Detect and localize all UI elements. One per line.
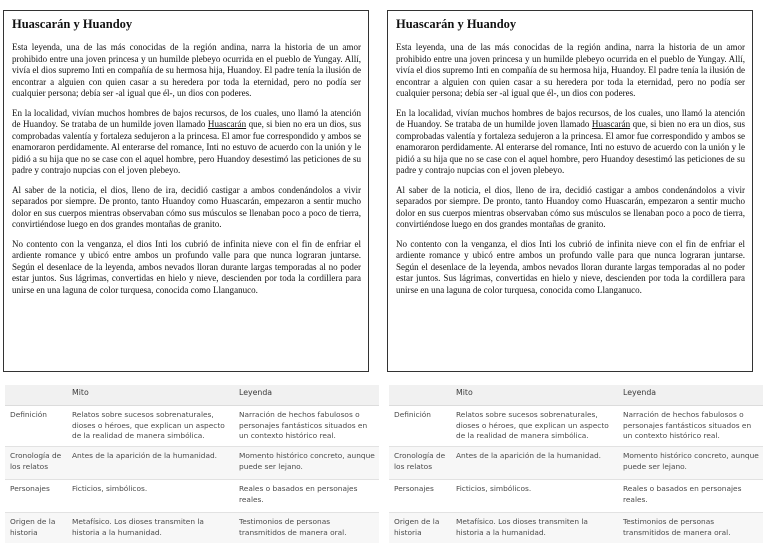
table-row (389, 513, 763, 543)
paragraph-2-rest: que, si bien no era un dios, sus comprobadas valentía y fortaleza sedujeron a la princesa. El amor fue correspondido y ambos se enamoraron perdidamente. Al enterarse del romance, Inti no estuvo de acuerdo con la unión y le pidió a su hija que no se case con el aquel hombre, pero Huandoy desestimó las peticiones de su padre y contrajo nupcias con el joven plebeyo. (12, 119, 361, 175)
paragraph-2 (12, 108, 361, 177)
paragraph-3: Al saber de la noticia, el dios, lleno de ira, decidió castigar a ambos condenándolos a vivir separados por siempre. De pronto, tanto Huandoy como Huascarán, empezaron a sentir mucho dolor en sus cuerpos mientras observaban cómo sus músculos se llenaban poco a poco de tierra, convirtiéndose luego en dos grandes montañas de granito. (12, 184, 361, 229)
row-label: Definición (394, 410, 431, 419)
table-header-leyenda: Leyenda (623, 388, 657, 398)
paragraph-1: Esta leyenda, una de las más conocidas de la región andina, narra la historia de un amor prohibido entre una joven princesa y un humilde plebeyo ocurrida en el pueblo de Yungay. Allí, vivía el dios supremo Inti en compañía de su hermosa hija, Huandoy. El padre tenía la ilusión de encontrar a alguien con quien casar a su heredera por toda la eternidad, pero no podía ser cualquier persona; debía ser -al igual que él-, un dios con poderes. (396, 42, 745, 98)
paragraph-1: Esta leyenda, una de las más conocidas de la región andina, narra la historia de un amor prohibido entre una joven princesa y un humilde plebeyo ocurrida en el pueblo de Yungay. Allí, vivía el dios supremo Inti en compañía de su hermosa hija, Huandoy. El padre tenía la ilusión de encontrar a alguien con quien casar a su heredera por toda la eternidad, pero no podía ser cualquier persona; debía ser -al igual que él-, un dios con poderes. (12, 42, 361, 98)
paragraph-4: No contento con la venganza, el dios Inti los cubrió de infinita nieve con el fin de enfriar el ardiente romance y ubicó entre ambos un profundo valle para que nunca lograran juntarse. Según el desenlace de la leyenda, ambos nevados lloran durante largas temporadas al no poder estar juntos. Sus lágrimas, convertidas en hielo y nieve, descienden por toda la cordillera para unirse en una laguna de color turquesa, conocida como Llanganuco. (12, 238, 361, 295)
comparison-table-right (389, 385, 763, 543)
table-row (5, 480, 379, 513)
table-header-cell (5, 394, 67, 397)
paragraph-3: Al saber de la noticia, el dios, lleno de ira, decidió castigar a ambos condenándolos a vivir separados por siempre. De pronto, tanto Huandoy como Huascarán, empezaron a sentir mucho dolor en sus cuerpos mientras observaban cómo sus músculos se llenaban poco a poco de tierra, convirtiéndose luego en dos grandes montañas de granito. (396, 184, 745, 229)
table-header-cell (389, 394, 451, 397)
mito-cell: Metafísico. Los dioses transmiten la historia a la humanidad. (72, 517, 204, 537)
leyenda-cell: Reales o basados en personajes reales. (623, 484, 742, 504)
document-page-right (387, 10, 753, 372)
row-label: Definición (10, 410, 47, 419)
table-row (5, 406, 379, 447)
leyenda-cell: Reales o basados en personajes reales. (239, 484, 358, 504)
mito-cell: Relatos sobre sucesos sobrenaturales, dioses o héroes, que explican un aspecto de la realidad de manera simbólica. (72, 410, 225, 441)
row-label: Personajes (10, 484, 50, 493)
table-header-leyenda: Leyenda (239, 388, 273, 398)
mito-cell: Metafísico. Los dioses transmiten la historia a la humanidad. (456, 517, 588, 537)
document-title: Huascarán y Huandoy (12, 17, 133, 31)
mito-cell: Ficticios, simbólicos. (72, 484, 148, 493)
table-header-mito: Mito (456, 388, 473, 398)
underlined-name: Huascarán (591, 119, 631, 129)
leyenda-cell: Momento histórico concreto, aunque puede ser lejano. (239, 451, 375, 471)
mito-cell: Antes de la aparición de la humanidad. (456, 451, 602, 460)
table-header-mito: Mito (72, 388, 89, 398)
mito-cell: Relatos sobre sucesos sobrenaturales, dioses o héroes, que explican un aspecto de la realidad de manera simbólica. (456, 410, 609, 441)
row-label: Origen de la historia (10, 517, 56, 537)
comparison-table-left (5, 385, 379, 543)
leyenda-cell: Momento histórico concreto, aunque puede ser lejano. (623, 451, 759, 471)
underlined-name: Huascarán (207, 119, 247, 129)
leyenda-cell: Testimonios de personas transmitidos de manera oral. (239, 517, 347, 537)
row-label: Origen de la historia (394, 517, 440, 537)
paragraph-4: No contento con la venganza, el dios Inti los cubrió de infinita nieve con el fin de enfriar el ardiente romance y ubicó entre ambos un profundo valle para que nunca lograran juntarse. Según el desenlace de la leyenda, ambos nevados lloran durante largas temporadas al no poder estar juntos. Sus lágrimas, convertidas en hielo y nieve, descienden por toda la cordillera para unirse en una laguna de color turquesa, conocida como Llanganuco. (396, 238, 745, 295)
row-label: Cronología de los relatos (394, 451, 446, 471)
row-label: Personajes (394, 484, 434, 493)
leyenda-cell: Narración de hechos fabulosos o personajes fantásticos situados en un contexto histórico real. (623, 410, 752, 441)
document-title: Huascarán y Huandoy (396, 17, 517, 31)
table-header-row (5, 385, 379, 406)
document-page-left (3, 10, 369, 372)
mito-cell: Antes de la aparición de la humanidad. (72, 451, 218, 460)
paragraph-2-rest: que, si bien no era un dios, sus comprobadas valentía y fortaleza sedujeron a la princesa. El amor fue correspondido y ambos se enamoraron perdidamente. Al enterarse del romance, Inti no estuvo de acuerdo con la unión y le pidió a su hija que no se case con el aquel hombre, pero Huandoy desestimó las peticiones de su padre y contrajo nupcias con el joven plebeyo. (396, 119, 745, 175)
table-row (5, 513, 379, 543)
paragraph-2-start: En la localidad, vivían muchos hombres de bajos recursos, de los cuales, uno llamó la atención de Huandoy. Se trataba de un humilde joven llamado (12, 107, 361, 129)
row-label: Cronología de los relatos (10, 451, 62, 471)
table-header-row (389, 385, 763, 406)
table-row (389, 447, 763, 480)
table-row (389, 480, 763, 513)
mito-cell: Ficticios, simbólicos. (456, 484, 532, 493)
paragraph-2 (396, 108, 745, 177)
table-row (389, 406, 763, 447)
leyenda-cell: Narración de hechos fabulosos o personajes fantásticos situados en un contexto histórico real. (239, 410, 368, 441)
paragraph-2-start: En la localidad, vivían muchos hombres de bajos recursos, de los cuales, uno llamó la atención de Huandoy. Se trataba de un humilde joven llamado (396, 107, 745, 129)
leyenda-cell: Testimonios de personas transmitidos de manera oral. (623, 517, 731, 537)
table-row (5, 447, 379, 480)
